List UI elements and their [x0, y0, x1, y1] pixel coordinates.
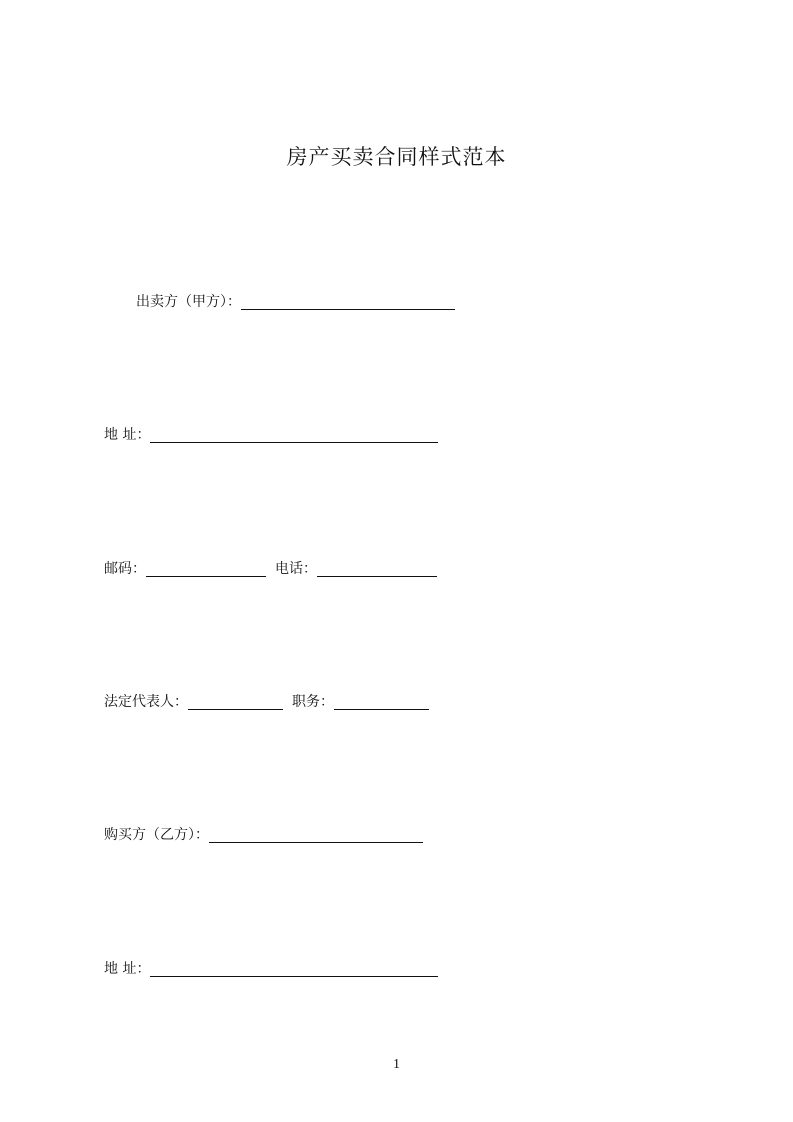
postcode-label: 邮码：: [104, 561, 146, 577]
postcode-blank[interactable]: [146, 561, 266, 577]
seller-contact-line: [104, 559, 437, 579]
buyer-address-blank[interactable]: [150, 961, 438, 977]
position-label: 职务：: [292, 694, 334, 710]
seller-label: 出卖方（甲方）：: [136, 294, 241, 310]
document-title: 房产买卖合同样式范本: [286, 145, 507, 169]
buyer-label: 购买方（乙方）：: [104, 827, 209, 843]
seller-rep-line: [104, 692, 429, 712]
page-number: 1: [393, 1057, 400, 1072]
phone-blank[interactable]: [317, 561, 437, 577]
position-blank[interactable]: [334, 694, 429, 710]
seller-name-blank[interactable]: [241, 294, 455, 310]
buyer-line: [104, 825, 423, 845]
seller-line: [136, 292, 455, 312]
seller-address-blank[interactable]: [150, 427, 438, 443]
seller-address-line: [104, 425, 438, 445]
phone-label: 电话：: [275, 561, 317, 577]
buyer-address-line: [104, 959, 438, 979]
buyer-name-blank[interactable]: [209, 827, 423, 843]
seller-address-label: 地 址：: [104, 427, 151, 443]
buyer-address-label: 地 址：: [104, 961, 151, 977]
legal-rep-blank[interactable]: [188, 694, 283, 710]
legal-rep-label: 法定代表人：: [104, 694, 188, 710]
